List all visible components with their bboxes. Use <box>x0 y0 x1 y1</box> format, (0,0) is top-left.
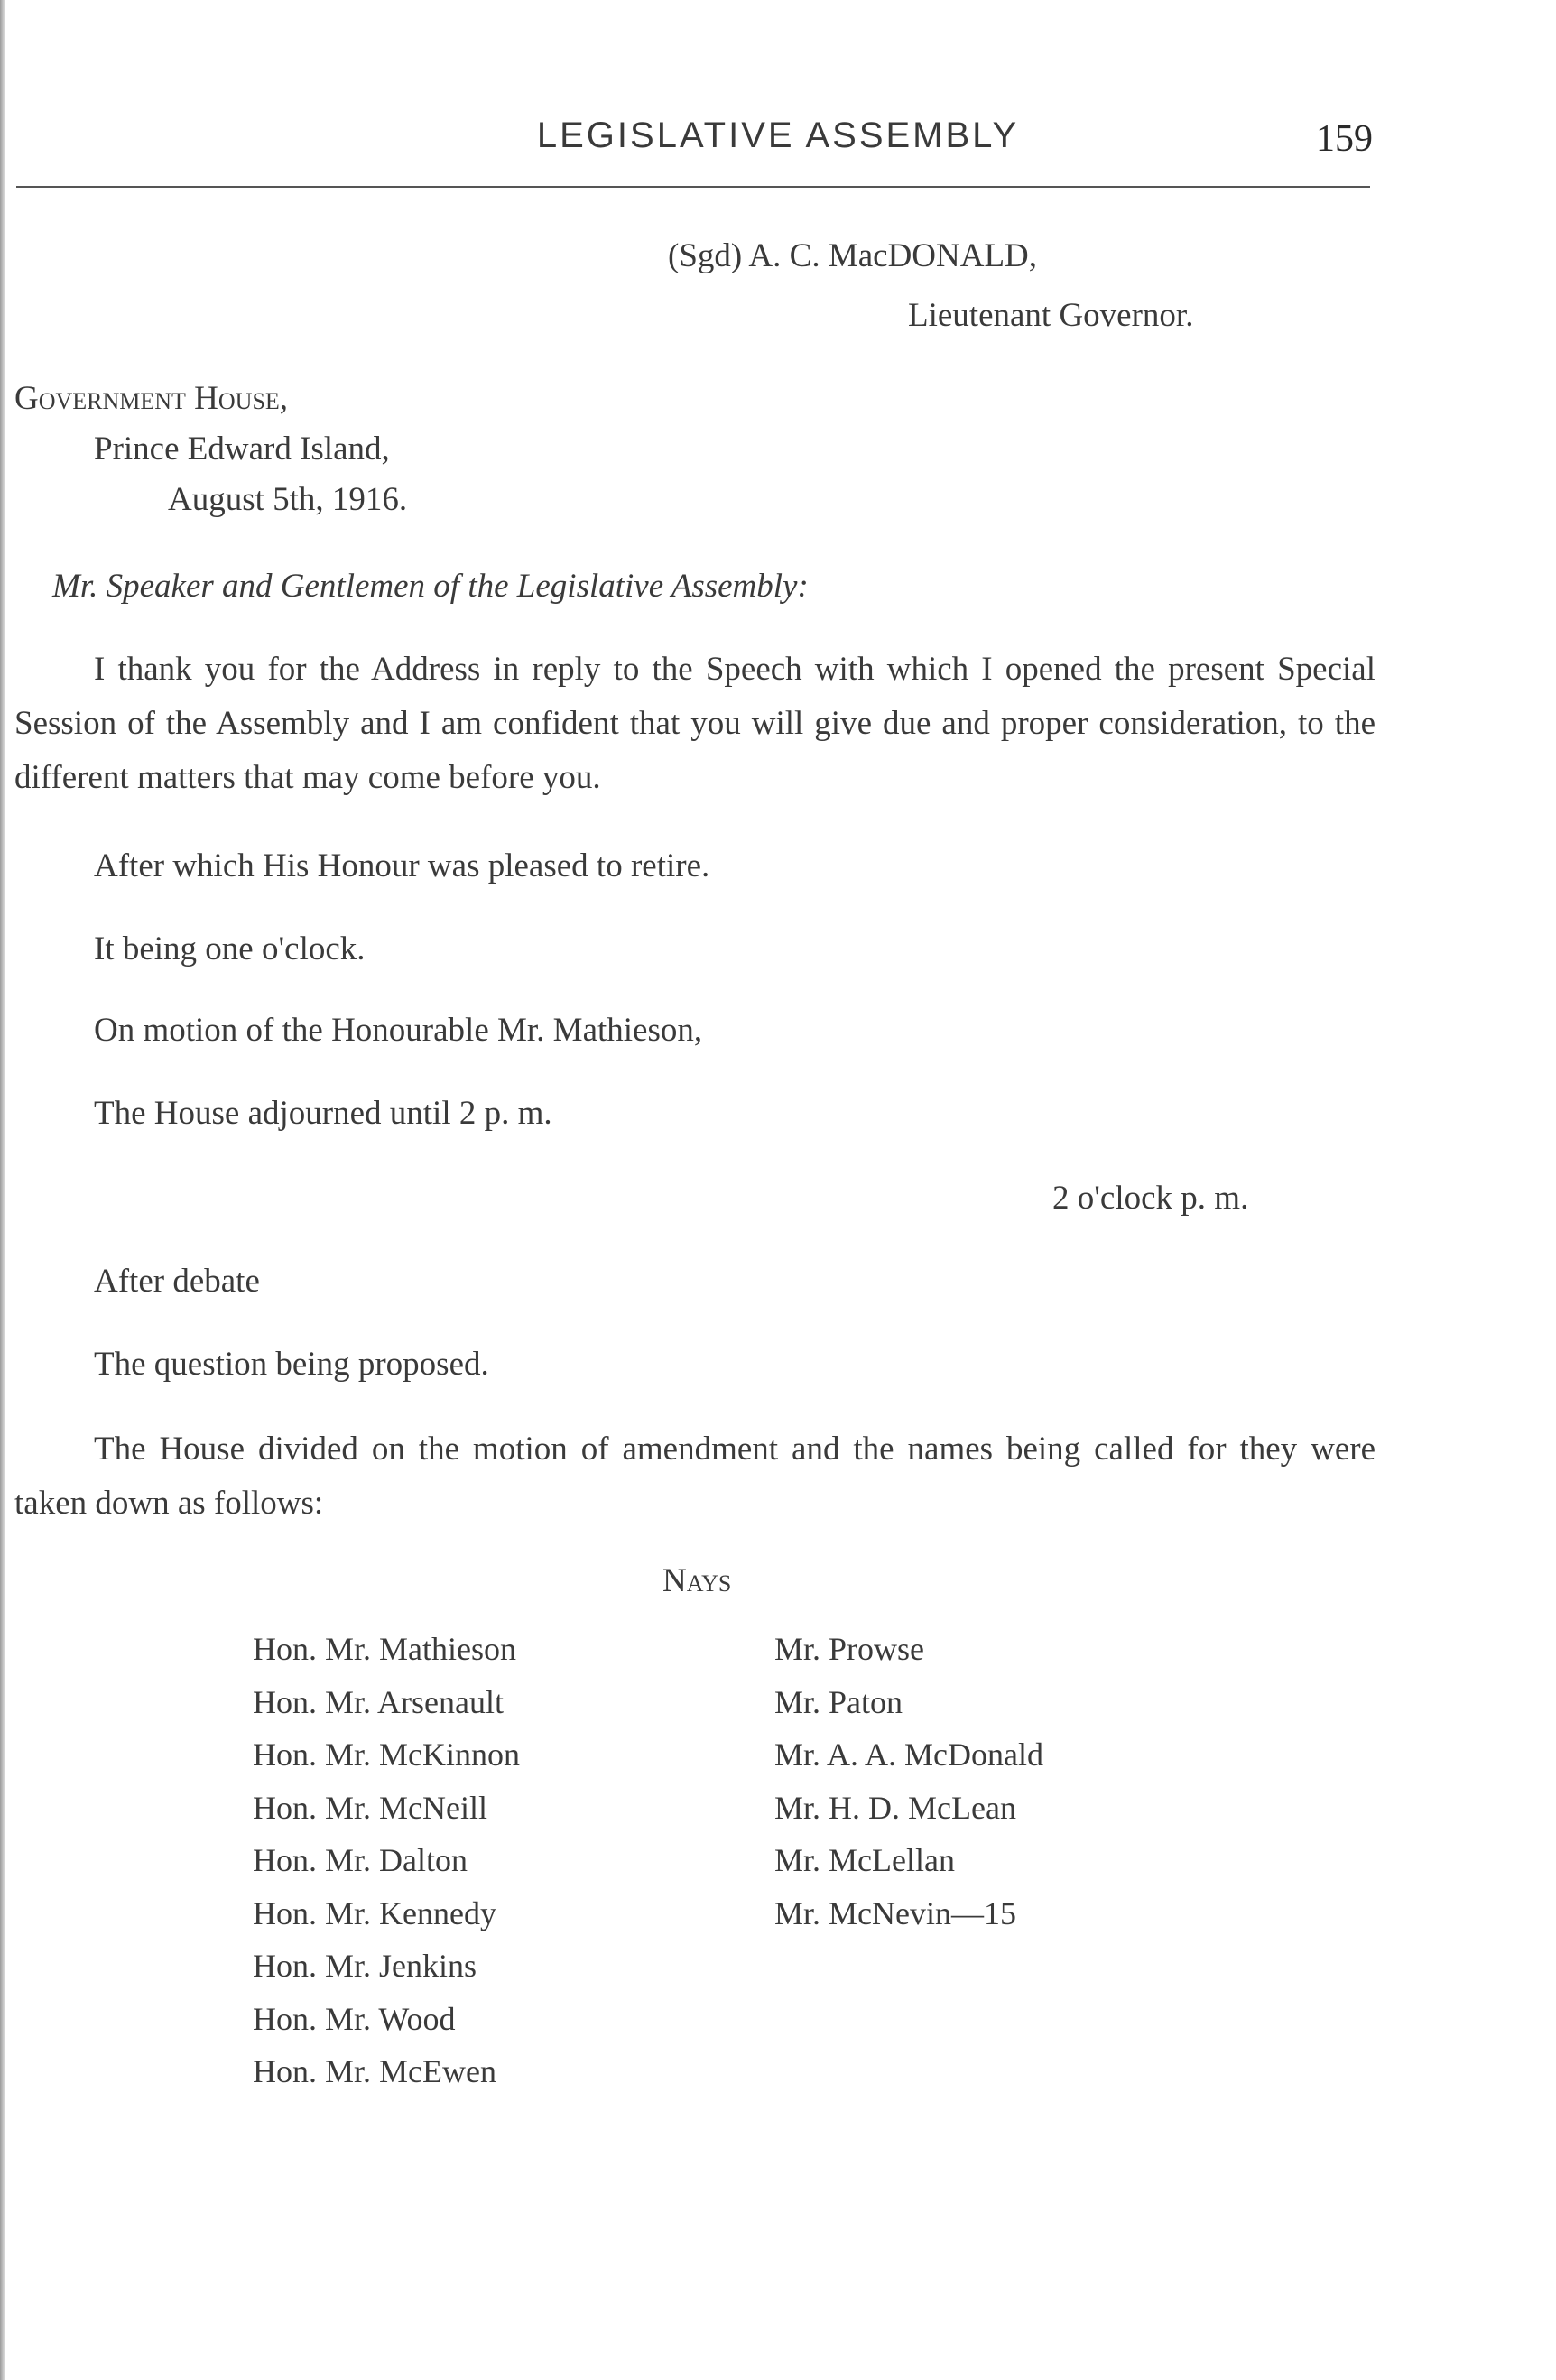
nays-left-member: Hon. Mr. Kennedy <box>253 1894 496 1931</box>
reply-paragraph-text: I thank you for the Address in reply to the Speech with which I opened the present Special Session of the Assembly and I am confident that you will give due and proper consideration, to the different matters that may come before you. <box>14 651 1375 796</box>
nays-right-member: Mr. McLellan <box>774 1842 955 1878</box>
nays-left-member: Hon. Mr. McEwen <box>253 2053 496 2089</box>
header-rule <box>16 186 1370 188</box>
nays-left-member: Hon. Mr. Mathieson <box>253 1631 516 1667</box>
nays-right-member: Mr. McNevin—15 <box>774 1894 1016 1931</box>
nays-left-member: Hon. Mr. Arsenault <box>253 1683 504 1720</box>
division-paragraph-text: The House divided on the motion of amendment and the names being called for they were taken down as follows: <box>14 1431 1375 1522</box>
page-binding-edge <box>0 0 5 2380</box>
minute-time-two: 2 o'clock p. m. <box>1052 1180 1249 1217</box>
nays-right-member: Mr. A. A. McDonald <box>774 1736 1044 1773</box>
minute-motion: On motion of the Honourable Mr. Mathieson, <box>94 1012 703 1049</box>
reply-paragraph <box>14 643 1375 805</box>
minute-debate: After debate <box>94 1263 260 1300</box>
signature-line: (Sgd) A. C. MacDONALD, <box>668 237 1038 274</box>
nays-left-member: Hon. Mr. McKinnon <box>253 1736 520 1773</box>
nays-left-member: Hon. Mr. Dalton <box>253 1842 468 1878</box>
minute-question: The question being proposed. <box>94 1346 489 1383</box>
vote-heading: Nays <box>662 1562 732 1599</box>
minute-adjourned: The House adjourned until 2 p. m. <box>94 1095 552 1132</box>
nays-left-member: Hon. Mr. Wood <box>253 2000 456 2037</box>
page-number: 159 <box>1316 118 1373 160</box>
nays-right-member: Mr. H. D. McLean <box>774 1789 1016 1826</box>
salutation: Mr. Speaker and Gentlemen of the Legislative Assembly: <box>52 568 809 605</box>
minute-time-one: It being one o'clock. <box>94 931 366 968</box>
nays-left-member: Hon. Mr. McNeill <box>253 1789 487 1826</box>
address-line-3: August 5th, 1916. <box>168 481 408 518</box>
division-paragraph <box>14 1422 1375 1531</box>
signature-title: Lieutenant Governor. <box>908 297 1194 334</box>
address-line-1: Government House, <box>14 380 289 417</box>
address-line-2: Prince Edward Island, <box>94 431 390 468</box>
running-header: LEGISLATIVE ASSEMBLY <box>536 116 1020 155</box>
nays-left-member: Hon. Mr. Jenkins <box>253 1948 477 1984</box>
nays-right-member: Mr. Paton <box>774 1683 903 1720</box>
minute-retire: After which His Honour was pleased to retire. <box>94 847 710 884</box>
nays-right-member: Mr. Prowse <box>774 1631 925 1667</box>
